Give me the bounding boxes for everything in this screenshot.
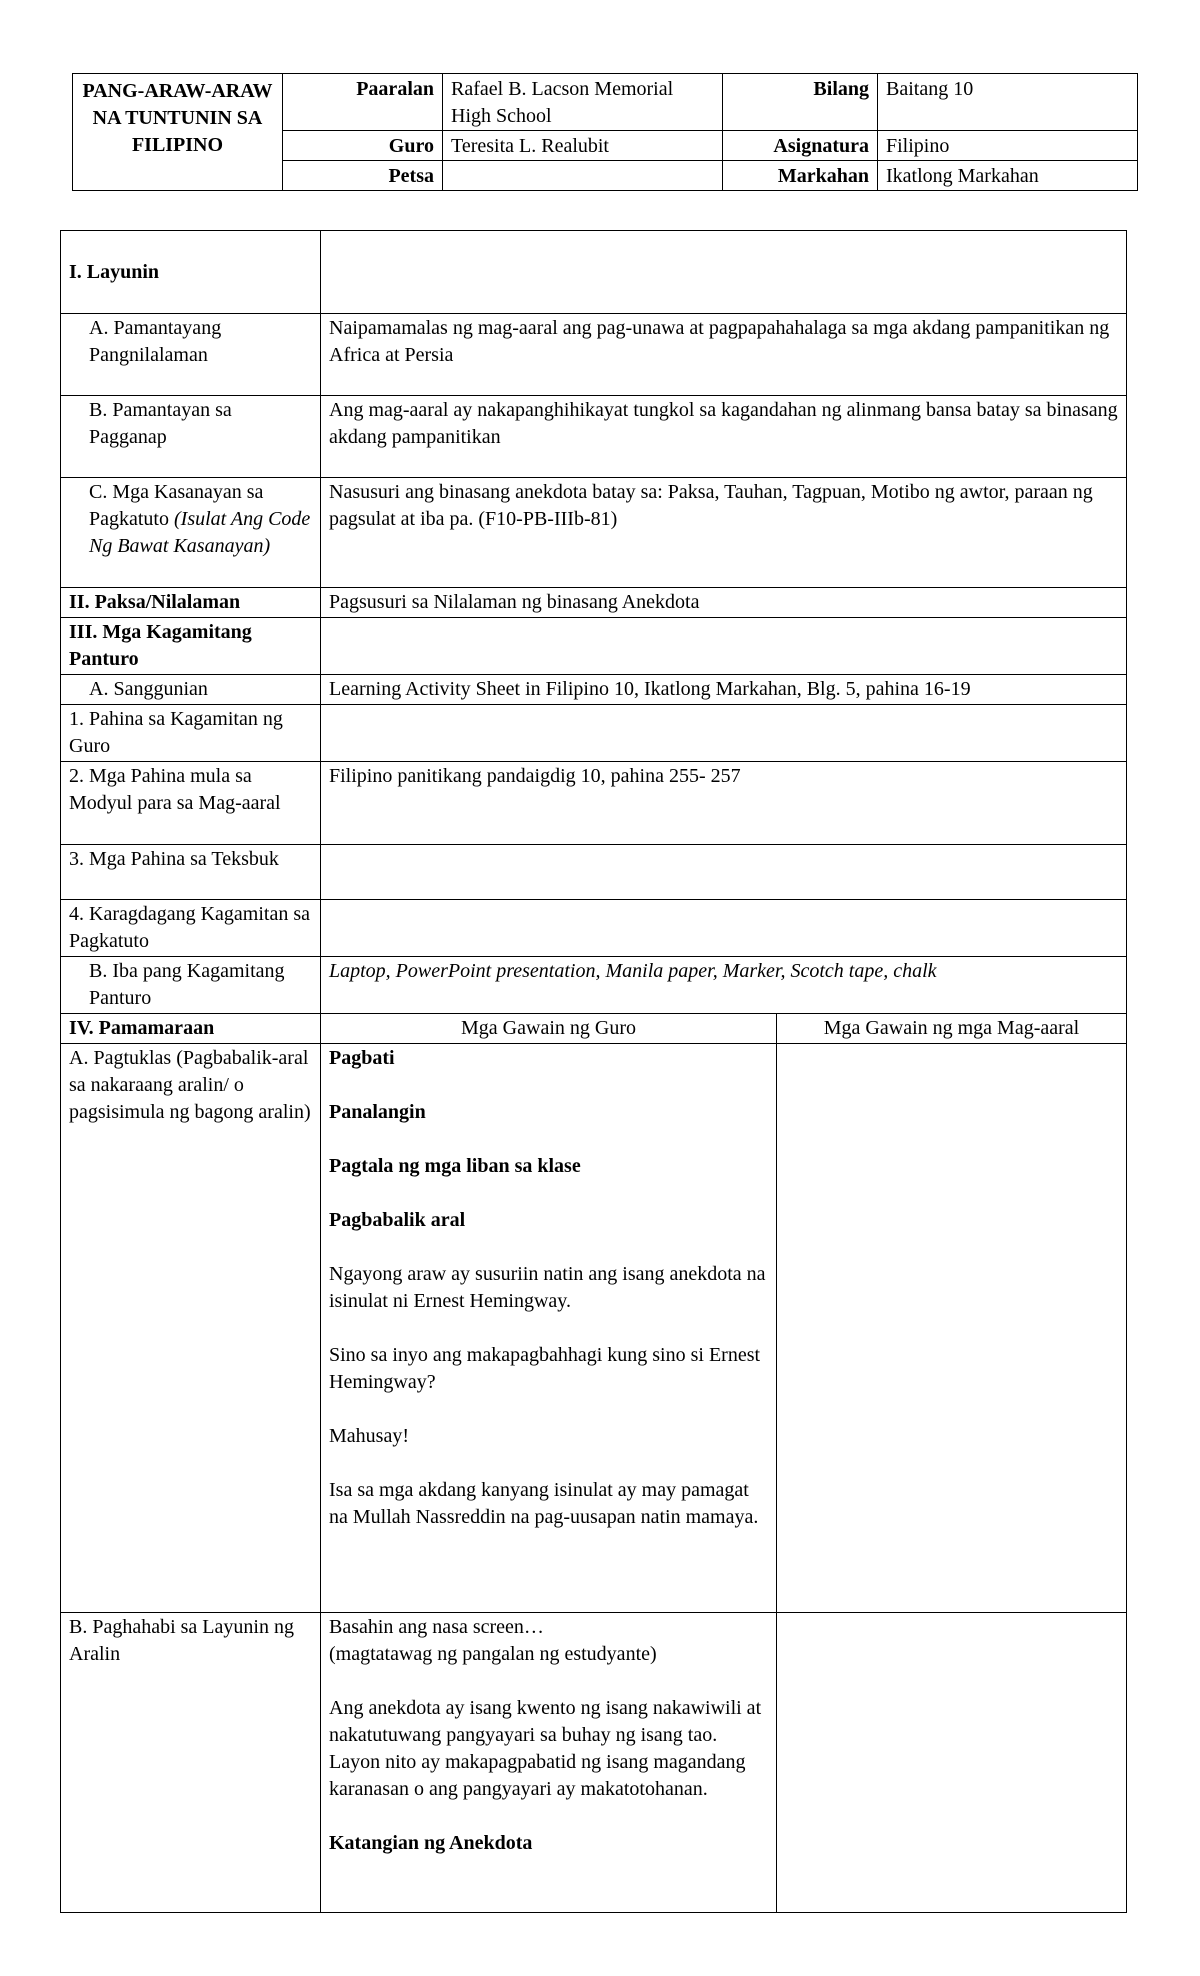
kagamitan-heading: III. Mga Kagamitang Panturo <box>61 618 321 675</box>
modyul-value: Filipino panitikang pandaigdig 10, pahina 255- 257 <box>321 762 1127 845</box>
header-table <box>72 73 1138 191</box>
bilang-label: Bilang <box>723 74 878 131</box>
paghahabi-line-2: (magtatawag ng pangalan ng estudyante) <box>329 1643 657 1665</box>
pagtuklas-guro-cell <box>321 1044 777 1613</box>
paaralan-label: Paaralan <box>283 74 443 131</box>
teksbuk-label: 3. Mga Pahina sa Teksbuk <box>61 845 321 900</box>
col-gawain-magaaral: Mga Gawain ng mga Mag-aaral <box>777 1014 1127 1044</box>
pagbati-heading: Pagbati <box>329 1047 395 1069</box>
pamamaraan-heading: IV. Pamamaraan <box>61 1014 321 1044</box>
pagtuklas-paragraph-3: Mahusay! <box>329 1425 409 1447</box>
kasanayan-label-note: (Isulat Ang Code Ng Bawat Kasanayan) <box>89 508 311 557</box>
pahina-guro-label: 1. Pahina sa Kagamitan ng Guro <box>61 705 321 762</box>
pamantayang-pangnilalaman-value: Naipamamalas ng mag-aaral ang pag-unawa at pagpapahahalaga sa mga akdang pampanitikan ng Africa at Persia <box>321 314 1127 396</box>
petsa-label: Petsa <box>283 161 443 191</box>
iba-pang-kagamitan-label: B. Iba pang Kagamitang Panturo <box>61 957 321 1014</box>
paghahabi-guro-cell <box>321 1613 777 1913</box>
petsa-value <box>443 161 723 191</box>
layunin-empty <box>321 231 1127 314</box>
document-title: PANG-ARAW-ARAW NA TUNTUNIN SA FILIPINO <box>73 74 283 191</box>
katangian-heading: Katangian ng Anekdota <box>329 1832 533 1854</box>
pagtuklas-paragraph-1: Ngayong araw ay susuriin natin ang isang anekdota na isinulat ni Ernest Hemingway. <box>329 1263 766 1312</box>
paksa-heading: II. Paksa/Nilalaman <box>61 588 321 618</box>
pahina-guro-value <box>321 705 1127 762</box>
col-gawain-guro: Mga Gawain ng Guro <box>321 1014 777 1044</box>
pagtuklas-magaaral-cell <box>777 1044 1127 1613</box>
pagtuklas-paragraph-2: Sino sa inyo ang makapagbahhagi kung sino si Ernest Hemingway? <box>329 1344 761 1393</box>
pagbabalik-aral-heading: Pagbabalik aral <box>329 1209 466 1231</box>
pagtuklas-label: A. Pagtuklas (Pagbabalik-aral sa nakaraang aralin/ o pagsisimula ng bagong aralin) <box>61 1044 321 1613</box>
teksbuk-value <box>321 845 1127 900</box>
pamantayan-sa-pagganap-value: Ang mag-aaral ay nakapanghihikayat tungkol sa kagandahan ng alinmang bansa batay sa binasang akdang pampanitikan <box>321 396 1127 478</box>
kasanayan-label-cell <box>61 478 321 588</box>
karagdagan-value <box>321 900 1127 957</box>
pagtuklas-paragraph-4: Isa sa mga akdang kanyang isinulat ay may pamagat na Mullah Nassreddin na pag-uusapan natin mamaya. <box>329 1479 759 1528</box>
sanggunian-value: Learning Activity Sheet in Filipino 10, Ikatlong Markahan, Blg. 5, pahina 16-19 <box>321 675 1127 705</box>
asignatura-value: Filipino <box>878 131 1138 161</box>
karagdagan-label: 4. Karagdagang Kagamitan sa Pagkatuto <box>61 900 321 957</box>
sanggunian-label: A. Sanggunian <box>61 675 321 705</box>
guro-value: Teresita L. Realubit <box>443 131 723 161</box>
anekdota-definition: Ang anekdota ay isang kwento ng isang nakawiwili at nakatutuwang pangyayari sa buhay ng isang tao. Layon nito ay makapagpabatid ng isang magandang karanasan o ang pangyayari ay makatotohanan. <box>329 1697 762 1800</box>
kasanayan-label: C. Mga Kasanayan sa Pagkatuto <box>89 481 264 530</box>
paghahabi-magaaral-cell <box>777 1613 1127 1913</box>
guro-label: Guro <box>283 131 443 161</box>
paghahabi-label: B. Paghahabi sa Layunin ng Aralin <box>61 1613 321 1913</box>
panalangin-heading: Panalangin <box>329 1101 426 1123</box>
markahan-value: Ikatlong Markahan <box>878 161 1138 191</box>
kasanayan-value: Nasusuri ang binasang anekdota batay sa: Paksa, Tauhan, Tagpuan, Motibo ng awtor, paraan ng pagsulat at iba pa. (F10-PB-IIIb-81) <box>321 478 1127 588</box>
pagtala-heading: Pagtala ng mga liban sa klase <box>329 1155 581 1177</box>
paksa-value: Pagsusuri sa Nilalaman ng binasang Anekdota <box>321 588 1127 618</box>
kagamitan-empty <box>321 618 1127 675</box>
iba-pang-kagamitan-value: Laptop, PowerPoint presentation, Manila paper, Marker, Scotch tape, chalk <box>321 957 1127 1014</box>
asignatura-label: Asignatura <box>723 131 878 161</box>
markahan-label: Markahan <box>723 161 878 191</box>
pamantayang-pangnilalaman-label: A. Pamantayang Pangnilalaman <box>61 314 321 396</box>
pamantayan-sa-pagganap-label: B. Pamantayan sa Pagganap <box>61 396 321 478</box>
layunin-heading: I. Layunin <box>61 231 321 314</box>
modyul-label: 2. Mga Pahina mula sa Modyul para sa Mag-aaral <box>61 762 321 845</box>
bilang-value: Baitang 10 <box>878 74 1138 131</box>
paaralan-value: Rafael B. Lacson Memorial High School <box>443 74 723 131</box>
paghahabi-line-1: Basahin ang nasa screen… <box>329 1616 544 1638</box>
lesson-table <box>60 230 1127 1913</box>
